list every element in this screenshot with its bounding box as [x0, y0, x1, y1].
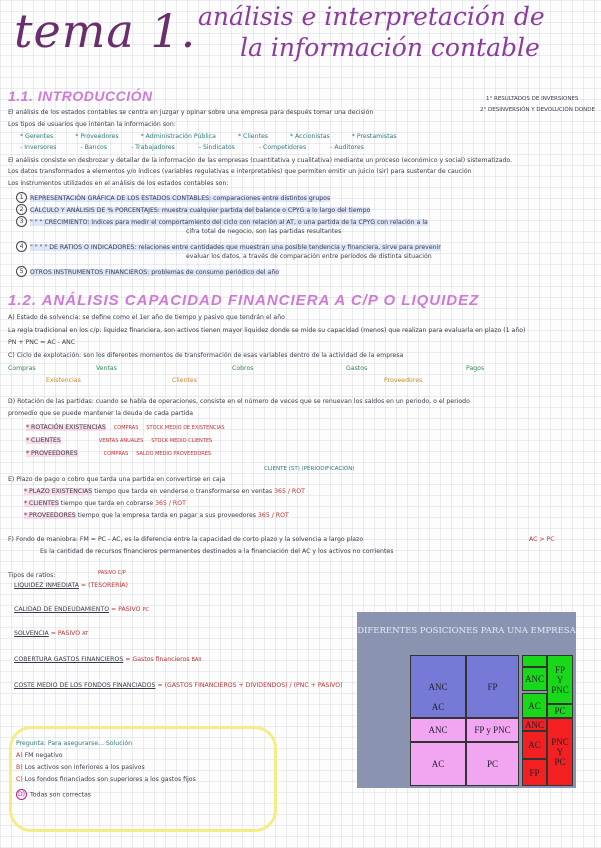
instrument-text: " " " CRECIMIENTO: índices para medir el comportamiento del ciclo con relación al AT, o una partida de la CPYG con relación a la	[30, 218, 428, 226]
ratio-formula: = (GASTOS FINANCIEROS + DIVIDENDOS) / (PNC + PASIVO)	[157, 682, 343, 689]
quiz-question: Pregunta: Para asegurarse... Solución	[16, 740, 133, 747]
circle-number: 3	[16, 216, 27, 227]
e-head: CLIENTE (ST) (PERIODIFICACIÓN)	[264, 466, 355, 472]
cycle-ventas: Ventas	[96, 365, 117, 372]
liq-e: E) Plazo de pago o cobro que tarda una partida en convertirse en caja	[8, 476, 226, 483]
ratio-note: PC	[142, 607, 149, 613]
title-line1: análisis e interpretación de	[198, 2, 545, 31]
liq-f2: Es la cantidad de recursos financieros permanentes destinados a la financiación del AC y los activos no corrientes	[40, 548, 394, 555]
diagram-caption: DIFERENTES POSICIONES PARA UNA EMPRESA	[357, 625, 576, 636]
ratio-label: COBERTURA GASTOS FINANCIEROS	[14, 656, 124, 663]
section-heading-liquidity: 1.2. ANÁLISIS CAPACIDAD FINANCIERA A C/P O LIQUIDEZ	[8, 292, 480, 309]
circle-number: 4	[16, 241, 27, 252]
diagram-blue-ac: AC	[431, 702, 445, 712]
ratio-note: AT	[82, 631, 89, 637]
ratio-row	[14, 606, 149, 614]
diagram-red-ac: AC	[522, 731, 547, 759]
rot-note: STOCK MEDIO CLIENTES	[151, 438, 213, 444]
diagram-pink-pc: PC	[466, 742, 519, 786]
instrument-4-cont: evaluar los datos, a través de comparación entre periodos de distinta situación	[186, 253, 432, 260]
diagram-red-fp: FP	[522, 759, 547, 786]
rot-proveedores	[26, 450, 211, 458]
plazo-proveedores	[24, 512, 289, 519]
plazo-text: tiempo que tarda en venderse o transformarse en ventas	[94, 488, 273, 495]
ratio-note: BAII	[191, 657, 202, 663]
legend-1: 1° RESULTADOS DE INVERSIONES	[486, 96, 579, 102]
rot-note: COMPRAS	[113, 425, 139, 431]
rot-note: COMPRAS	[103, 451, 129, 457]
cycle-pagos: Pagos	[466, 365, 485, 372]
quiz-option	[16, 764, 145, 771]
quiz-option	[16, 776, 196, 783]
legend-2: 2° DESINVERSIÓN Y DEVOLUCIÓN DONDE	[480, 107, 595, 113]
quiz-option	[16, 789, 91, 800]
ratio-row	[14, 656, 201, 664]
plazo-val: 365 / ROT	[155, 500, 186, 507]
circle-number: 1	[16, 192, 27, 203]
rot-label: * ROTACIÓN EXISTENCIAS	[26, 424, 106, 431]
user-item: * Gerentes	[20, 133, 54, 140]
ratio-row	[14, 582, 128, 589]
diagram-green-filler	[522, 655, 547, 667]
user-item: * Proveedores	[75, 133, 119, 140]
plazo-existencias	[24, 488, 305, 495]
diagram-red-anc: ANC	[522, 718, 547, 731]
ratio-formula: = PASIVO	[50, 630, 81, 637]
rot-label: * CLIENTES	[26, 437, 61, 444]
diagram-pink-fp: FP y PNC	[466, 718, 519, 742]
cycle-gastos: Gastos	[346, 365, 368, 372]
instrument-2	[16, 204, 370, 215]
liq-f1: F) Fondo de maniobra: FM = PC - AC, es la diferencia entre la capacidad de corto plazo y la solvencia a largo plazo	[8, 536, 364, 543]
section-heading-intro: 1.1. INTRODUCCIÓN	[8, 88, 153, 104]
cycle-compras: Compras	[8, 365, 36, 372]
diagram-blue-anc: ANC	[410, 655, 466, 718]
circle-number: 5	[16, 266, 27, 277]
ratio-row	[14, 682, 343, 689]
instrument-1	[16, 192, 330, 203]
instrument-text: REPRESENTACIÓN GRÁFICA DE LOS ESTADOS CONTABLES: comparaciones entre distintos grupos	[30, 194, 331, 202]
user-item: - Bancos	[80, 144, 107, 151]
instrument-text: CÁLCULO Y ANÁLISIS DE % PORCENTAJES: muestra cualquier partida del balance o CPYG a lo largo del tiempo	[30, 206, 371, 214]
liq-f1-side: AC > PC	[529, 536, 555, 543]
instrument-4	[16, 241, 441, 252]
liq-a: A) Estado de solvencia: se define como el 1er año de tiempo y pasivo que tendrán el año	[8, 314, 285, 321]
diagram-green-right: FP Y PNC	[547, 655, 573, 704]
ratio-label: COSTE MEDIO DE LOS FONDOS FINANCIADOS	[14, 682, 156, 689]
plazo-clientes	[24, 500, 186, 507]
liq-b2: PN + PNC = AC - ANC	[8, 339, 76, 346]
plazo-val: 365 / ROT	[274, 488, 305, 495]
user-item: - Inversores	[20, 144, 57, 151]
option-key: D)	[16, 789, 27, 800]
option-key: A)	[16, 752, 23, 759]
positions-diagram	[357, 612, 576, 788]
plazo-text: tiempo que tarda en cobrarse	[60, 500, 154, 507]
intro-p2: Los tipos de usuarios que intentan la información son:	[8, 121, 176, 128]
diagram-blue-fp: FP	[466, 655, 519, 718]
quiz-option	[16, 752, 63, 759]
circle-number: 2	[16, 204, 27, 215]
ratio-row	[14, 630, 88, 638]
diagram-red-right: PNC Y PC	[547, 718, 573, 786]
users-row-1	[20, 133, 580, 140]
instrument-text: " " " " DE RATIOS O INDICADORES: relaciones entre cantidades que muestran una posible tendencia y financiera, sirve para prevenir	[30, 243, 441, 251]
option-text: Todas son correctas	[30, 791, 91, 799]
plazo-val: 365 / ROT	[257, 512, 289, 519]
ratio-formula: = PASIVO	[111, 606, 141, 613]
rot-note: STOCK MEDIO DE EXISTENCIAS	[146, 425, 225, 431]
ratios-head-note: PASIVO C/P	[98, 570, 126, 576]
cycle-clientes: Clientes	[172, 377, 197, 384]
option-key: B)	[16, 764, 23, 771]
plazo-label: * CLIENTES	[24, 500, 59, 507]
user-item: - Trabajadores	[130, 144, 175, 151]
title-tema: tema 1.	[14, 4, 197, 58]
rot-note: SALDO MEDIO PROVEEDORES	[136, 451, 212, 457]
liq-c: C) Ciclo de explotación: son los diferentes momentos de transformación de esas variables dentro de la actividad de la empresa	[8, 352, 404, 359]
option-text: FM negativo	[24, 752, 63, 759]
intro-p1: El análisis de los estados contables se centra en juzgar y opinar sobre una empresa para después tomar una decisión	[8, 109, 374, 116]
instrument-text: OTROS INSTRUMENTOS FINANCIEROS: problemas de consumo periódico del año	[30, 268, 280, 276]
ratio-label: LIQUIDEZ INMEDIATA	[14, 582, 79, 589]
diagram-pink-anc: ANC	[410, 718, 466, 742]
liq-d2: promedio que se puede mantener la deuda de cada partida	[8, 410, 194, 417]
liq-b1: La regla tradicional en los c/p: liquidez financiera, son activos tienen mayor liquidez donde se mide su capacidad (menos) que realizan para evaluarla en plazo (1 año)	[8, 327, 526, 334]
user-item: - Auditores	[330, 144, 364, 151]
user-item: * Accionistas	[289, 133, 330, 140]
cycle-existencias: Existencias	[46, 377, 81, 384]
plazo-text: tiempo que la empresa tarda en pagar a sus proveedores	[77, 512, 256, 519]
ratio-label: SOLVENCIA	[14, 630, 49, 637]
intro-p3: El análisis consiste en desbrozar y detallar de la información de las empresas (cuantitativa y cualitativa) mediante un proceso (económico y social) sistematizado.	[8, 157, 513, 164]
diagram-pink-ac: AC	[410, 742, 466, 786]
instrument-5	[16, 266, 279, 277]
diagram-green-anc: ANC	[522, 667, 547, 691]
plazo-label: * PROVEEDORES	[24, 512, 76, 519]
user-item: * Prestamistas	[351, 133, 397, 140]
intro-p4: Los datos transformados a elementos y/o índices (variables regulativas e interpretables) que permiten emitir un juicio (sir) para sustentar de caución	[8, 168, 472, 175]
user-item: - Competidores	[258, 144, 307, 151]
users-row-2	[20, 144, 580, 151]
option-key: C)	[16, 776, 23, 783]
diagram-green-ac: AC	[522, 693, 547, 718]
user-item: * Administración Pública	[140, 133, 216, 140]
instrument-3-cont: cifra total de negocio, son las partidas resultantes	[186, 228, 342, 235]
rot-note: VENTAS ANUALES	[98, 438, 144, 444]
ratio-formula: = (TESORERÍA)	[80, 582, 128, 589]
instrument-3	[16, 216, 428, 227]
diagram-green-pc: PC	[547, 704, 573, 718]
title-line2: la información contable	[240, 33, 540, 62]
user-item: * Clientes	[237, 133, 268, 140]
intro-p5: Los instrumentos utilizados en el análisis de los estados contables son:	[8, 180, 229, 187]
ratio-formula: = Gastos financieros	[125, 656, 190, 663]
user-item: - Sindicatos	[198, 144, 235, 151]
cycle-cobros: Cobros	[232, 365, 254, 372]
rot-label: * PROVEEDORES	[26, 450, 78, 457]
rot-existencias	[26, 424, 225, 432]
option-text: Los activos son inferiores a los pasivos	[24, 764, 145, 771]
liq-d1: D) Rotación de las partidas: cuando se habla de operaciones, consiste en el número de veces que se renuevan los saldos en un periodo, o el periodo	[8, 398, 470, 405]
option-text: Los fondos financiados son superiores a los gastos fijos	[24, 776, 196, 783]
rot-clientes	[26, 437, 212, 445]
ratios-head: Tipos de ratios:	[8, 572, 56, 579]
plazo-label: * PLAZO EXISTENCIAS	[24, 488, 93, 495]
cycle-proveedores: Proveedores	[384, 377, 423, 384]
ratio-label: CALIDAD DE ENDEUDAMIENTO	[14, 606, 110, 613]
